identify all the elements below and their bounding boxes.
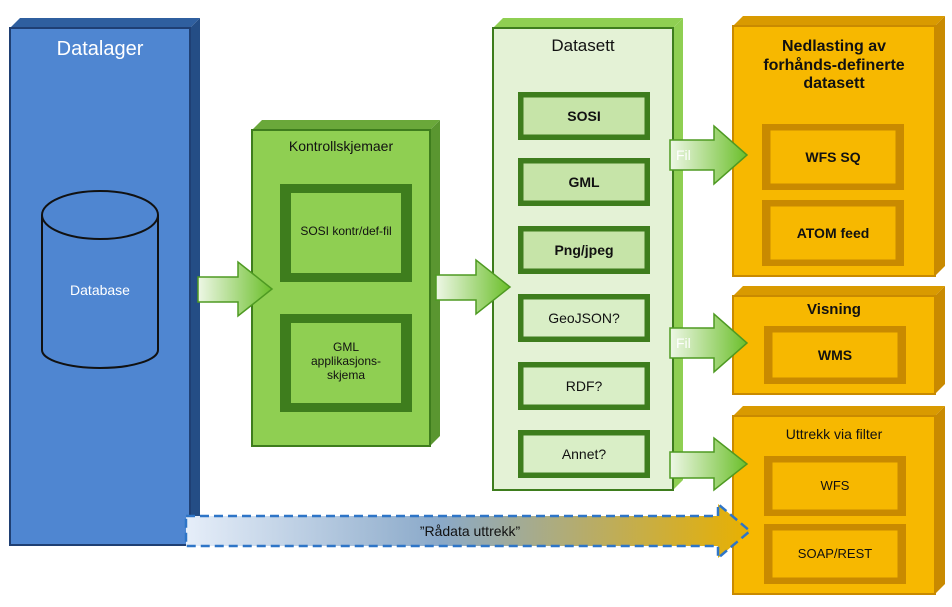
arrow-label-fil-2: Fil xyxy=(676,334,691,351)
datasett-item-gml: GML xyxy=(568,173,600,190)
datasett-item-geojson: GeoJSON? xyxy=(548,309,620,326)
kontroll-title: Kontrollskjemaer xyxy=(288,137,394,154)
uttrekk-item-wfs: WFS xyxy=(820,477,850,493)
nedlasting-item-wfs-sq: WFS SQ xyxy=(805,148,861,165)
uttrekk-item-soap: SOAP/REST xyxy=(797,545,873,561)
arrow-label-fil-1: Fil xyxy=(676,146,691,163)
nedlasting-item-atom: ATOM feed xyxy=(796,224,870,241)
visning-item-wms: WMS xyxy=(817,346,853,363)
kontroll-item-gml: GML applikasjons-skjema xyxy=(310,340,382,382)
datasett-item-rdf: RDF? xyxy=(565,377,603,394)
kontroll-item-sosi: SOSI kontr/def-fil xyxy=(300,224,392,239)
visning-title: Visning xyxy=(807,301,861,319)
uttrekk-title: Uttrekk via filter xyxy=(785,425,883,442)
datasett-item-png: Png/jpeg xyxy=(554,241,614,258)
datasett-title: Datasett xyxy=(551,36,615,56)
arrow-label-radata: ”Rådata uttrekk” xyxy=(419,522,521,539)
nedlasting-title: Nedlasting av forhånds-definerte datasett xyxy=(763,38,905,93)
database-label: Database xyxy=(70,281,130,298)
datasett-item-annet: Annet? xyxy=(561,445,607,462)
datasett-item-sosi: SOSI xyxy=(567,107,601,124)
kontroll-block xyxy=(252,120,440,446)
datalager-title: Datalager xyxy=(56,37,144,60)
